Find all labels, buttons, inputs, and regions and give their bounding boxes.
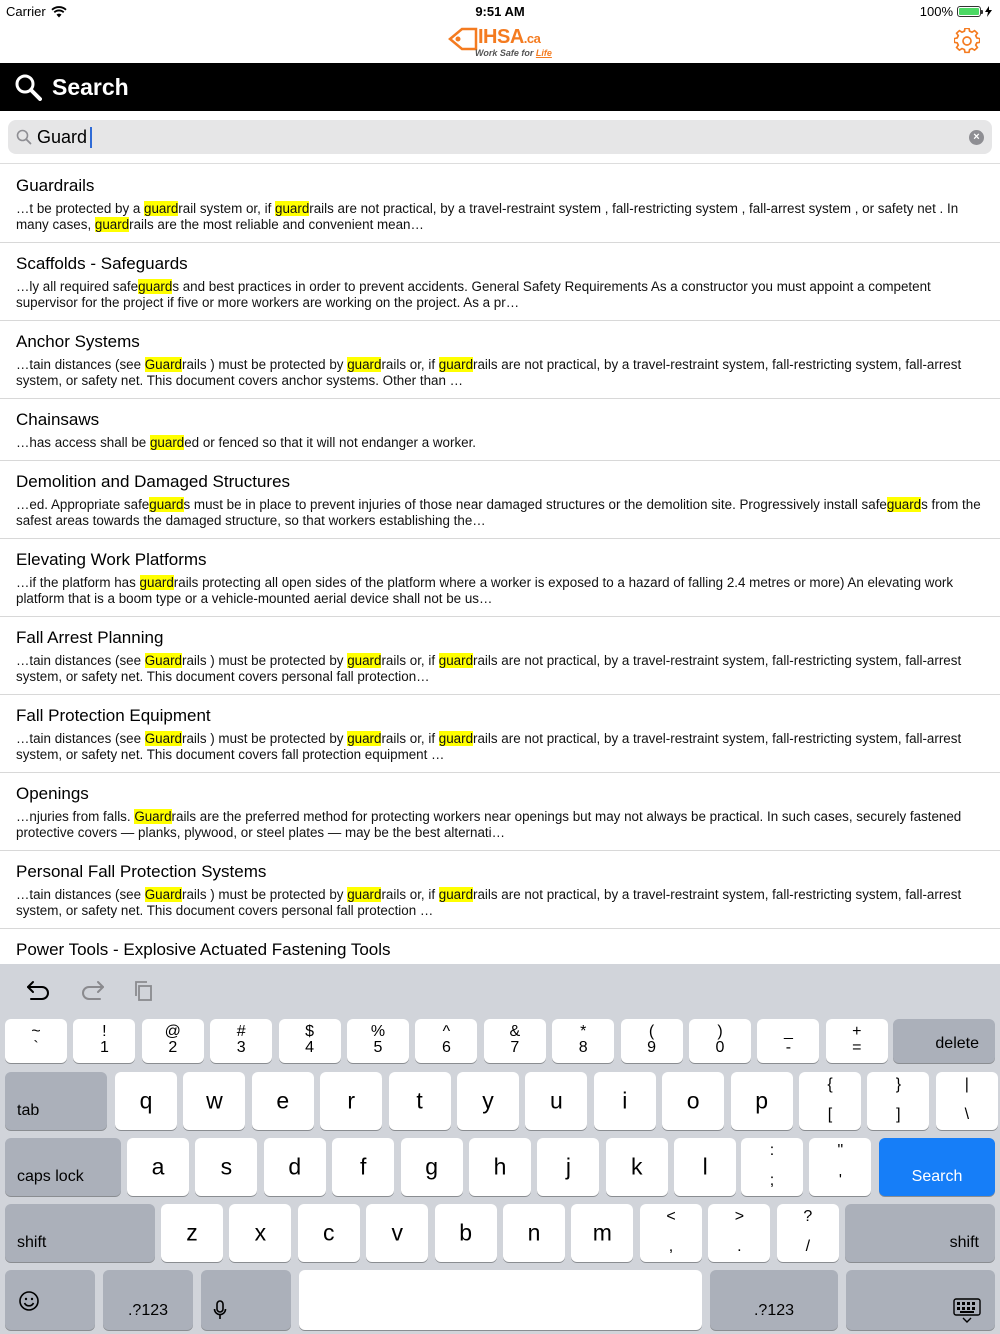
snippet-text: s and best practices in order to prevent accidents. General Safety Requirements As a constructor you must appoint a competent supervisor for the project if five or more workers are working on the project. As a pr…	[16, 279, 931, 310]
search-icon	[14, 73, 42, 101]
hide-keyboard-icon	[953, 1298, 981, 1324]
result-snippet	[16, 731, 984, 763]
key-label: h	[493, 1153, 507, 1180]
snippet-text: rails ) must be protected by	[181, 357, 348, 372]
result-snippet	[16, 201, 984, 233]
key-shift-char: ^	[442, 1023, 451, 1040]
key-8[interactable]	[552, 1019, 614, 1063]
key-char: -	[785, 1039, 792, 1056]
key-shift-char: (	[648, 1023, 655, 1040]
match-highlight: guard	[347, 357, 382, 372]
key-char: ;	[769, 1172, 775, 1189]
match-highlight: Guard	[144, 653, 182, 668]
match-highlight: guard	[138, 279, 173, 294]
key-char: \	[964, 1106, 970, 1123]
clock: 9:51 AM	[475, 4, 525, 19]
key-punct2-2[interactable]	[777, 1204, 839, 1262]
match-highlight: guard	[347, 731, 382, 746]
key-shift-char: *	[580, 1023, 587, 1040]
snippet-text: rail system or, if	[178, 201, 276, 216]
nav-bar	[0, 22, 1000, 63]
result-title: Anchor Systems	[16, 332, 140, 351]
hide-keyboard-key[interactable]	[846, 1270, 995, 1330]
key-shift-char: ~	[31, 1023, 41, 1040]
key-c[interactable]	[298, 1204, 360, 1262]
key-label: p	[755, 1087, 768, 1114]
key-sym-2[interactable]	[936, 1072, 998, 1130]
search-input[interactable]	[37, 122, 957, 152]
snippet-text: s from the safest areas towards the damaged structure, so that workers establishing the…	[16, 497, 981, 528]
result-snippet	[16, 357, 984, 389]
result-item[interactable]	[0, 461, 1000, 539]
key-label: Search	[911, 1168, 963, 1185]
key-char: /	[805, 1238, 811, 1255]
snippet-text: rails are not practical, by a travel-restraint system, fall-restricting system, fall-arrest system, or safety net. This document covers fall protection equipment …	[16, 731, 962, 762]
result-snippet	[16, 279, 984, 311]
result-snippet	[16, 887, 984, 919]
key-label: y	[482, 1087, 494, 1114]
key-g[interactable]	[401, 1138, 463, 1196]
result-item[interactable]	[0, 399, 1000, 461]
result-item[interactable]	[0, 851, 1000, 929]
key-label: j	[565, 1153, 571, 1180]
snippet-text: rails ) must be protected by	[181, 731, 348, 746]
result-title: Elevating Work Platforms	[16, 550, 207, 569]
match-highlight: guard	[144, 201, 179, 216]
key-char: 0	[715, 1039, 725, 1056]
key-o[interactable]	[662, 1072, 724, 1130]
key-4[interactable]	[279, 1019, 341, 1063]
snippet-text: rails are not practical, by a travel-restraint system, fall-restricting system, fall-arrest system, or safety net. This document covers personal fall protection…	[16, 653, 962, 684]
match-highlight: Guard	[144, 887, 182, 902]
key-shift-char: @	[164, 1023, 181, 1040]
keyboard-shortcut-bar	[0, 964, 1000, 1018]
key-label: u	[549, 1087, 563, 1114]
key-label: a	[151, 1153, 165, 1180]
result-snippet	[16, 435, 984, 451]
charging-icon	[985, 6, 992, 17]
key-label: w	[206, 1087, 223, 1114]
key-char: `	[33, 1039, 39, 1056]
key-x[interactable]	[229, 1204, 291, 1262]
key-shift-char: >	[734, 1208, 745, 1225]
key-shift-char: !	[102, 1023, 107, 1040]
key-char: 4	[305, 1039, 315, 1056]
undo-icon[interactable]	[25, 978, 53, 1004]
key-i[interactable]	[594, 1072, 656, 1130]
key-k[interactable]	[606, 1138, 668, 1196]
key-char: 9	[647, 1039, 657, 1056]
ihsa-logo-mark-icon	[448, 26, 478, 52]
key-char: 2	[168, 1039, 178, 1056]
key-shift-char: $	[305, 1023, 315, 1040]
search-header	[0, 63, 1000, 111]
key-label: v	[391, 1219, 403, 1246]
key-shift-char: %	[370, 1023, 386, 1040]
key-label: caps lock	[17, 1168, 84, 1185]
key-char: =	[852, 1039, 862, 1056]
search-results-list[interactable]	[0, 165, 1000, 964]
key-shift-char: <	[666, 1208, 676, 1225]
key-f[interactable]	[332, 1138, 394, 1196]
snippet-text: …tain distances (see	[16, 887, 145, 902]
key-label: s	[220, 1153, 233, 1180]
result-snippet	[16, 575, 984, 607]
key-label: n	[527, 1219, 541, 1246]
result-title: Power Tools - Explosive Actuated Fastening Tools	[16, 940, 391, 959]
right-shift-key[interactable]	[845, 1204, 995, 1262]
key-punct2-0[interactable]	[640, 1204, 702, 1262]
snippet-text: rails or, if	[381, 887, 439, 902]
key-label: d	[288, 1153, 302, 1180]
snippet-text: s must be in place to prevent injuries of those near damaged structures or the demolition site. Progressively install safe	[183, 497, 887, 512]
key-z[interactable]	[161, 1204, 223, 1262]
key-9[interactable]	[621, 1019, 683, 1063]
match-highlight: guard	[347, 887, 382, 902]
snippet-text: …tain distances (see	[16, 731, 145, 746]
snippet-text: …njuries from falls.	[16, 809, 135, 824]
battery-percent: 100%	[919, 4, 953, 19]
space-key[interactable]	[299, 1270, 702, 1330]
key-label: f	[359, 1153, 367, 1180]
snippet-text: rails are not practical, by a travel-restraint system, fall-restricting system, fall-arrest system, or safety net. This document covers personal fall protection …	[16, 887, 962, 918]
key-6[interactable]	[415, 1019, 477, 1063]
key-shift-char: ?	[803, 1208, 813, 1225]
key-y[interactable]	[457, 1072, 519, 1130]
key-shift-char: +	[852, 1023, 862, 1040]
key-char: ]	[896, 1106, 901, 1123]
snippet-text: …ly all required safe	[16, 279, 139, 294]
key-label: r	[347, 1087, 356, 1114]
snippet-text: rails or, if	[381, 731, 439, 746]
key-shift-char: #	[236, 1023, 246, 1040]
snippet-text: rails are the preferred method for protecting workers near openings but may not always be practical. In such cases, securely fastened protective covers — planks, plywood, or steel plates — may be the best alternati…	[16, 809, 962, 840]
key-label: tab	[17, 1102, 40, 1119]
snippet-text: rails or, if	[381, 357, 439, 372]
key-char: [	[827, 1106, 833, 1123]
key-label: .?123	[753, 1302, 795, 1319]
snippet-text: …tain distances (see	[16, 357, 145, 372]
result-title: Chainsaws	[16, 410, 100, 429]
key-shift-char: }	[895, 1076, 902, 1093]
key-2[interactable]	[142, 1019, 204, 1063]
key-label: k	[631, 1153, 643, 1180]
result-title: Guardrails	[16, 176, 95, 195]
key-w[interactable]	[183, 1072, 245, 1130]
microphone-icon	[213, 1300, 227, 1320]
key-label: shift	[17, 1234, 47, 1251]
match-highlight: Guard	[134, 809, 172, 824]
logo-text: IHSA.ca	[478, 26, 541, 48]
on-screen-keyboard	[0, 964, 1000, 1334]
match-highlight: guard	[139, 575, 174, 590]
search-field-container	[8, 120, 992, 154]
key-q[interactable]	[115, 1072, 177, 1130]
result-title: Fall Arrest Planning	[16, 628, 164, 647]
result-item[interactable]	[0, 929, 1000, 964]
key-label: b	[459, 1219, 472, 1246]
status-bar	[0, 0, 1000, 22]
key-shift-char: |	[964, 1076, 969, 1093]
snippet-text: …tain distances (see	[16, 653, 145, 668]
key-label: e	[276, 1087, 290, 1114]
result-item[interactable]	[0, 321, 1000, 399]
key-n[interactable]	[503, 1204, 565, 1262]
result-item[interactable]	[0, 539, 1000, 617]
key-punct2-1[interactable]	[708, 1204, 770, 1262]
key-5[interactable]	[347, 1019, 409, 1063]
key-char: 5	[373, 1039, 383, 1056]
key-e[interactable]	[252, 1072, 314, 1130]
key-char: 3	[236, 1039, 246, 1056]
match-highlight: guard	[886, 497, 922, 512]
match-highlight: guard	[149, 497, 184, 512]
key-a[interactable]	[127, 1138, 189, 1196]
search-key[interactable]	[879, 1138, 995, 1196]
key-char: .	[737, 1238, 742, 1255]
key-l[interactable]	[674, 1138, 736, 1196]
snippet-text: …t be protected by a	[16, 201, 145, 216]
key-shift-char: "	[837, 1142, 844, 1159]
dictation-key[interactable]	[201, 1270, 291, 1330]
key-label: .?123	[127, 1302, 169, 1319]
key-d[interactable]	[264, 1138, 326, 1196]
match-highlight: guard	[347, 653, 382, 668]
key-sym-1[interactable]	[867, 1072, 929, 1130]
ihsa-logo	[448, 24, 558, 60]
key-label: delete	[935, 1035, 979, 1052]
page-title: Search	[52, 74, 129, 100]
key-label: shift	[949, 1234, 979, 1251]
key-j[interactable]	[537, 1138, 599, 1196]
snippet-text: rails ) must be protected by	[181, 653, 348, 668]
key-punct-0[interactable]	[741, 1138, 803, 1196]
match-highlight: Guard	[144, 731, 182, 746]
delete-key[interactable]	[893, 1019, 995, 1063]
result-item[interactable]	[0, 695, 1000, 773]
key-label: i	[622, 1087, 628, 1114]
result-title: Scaffolds - Safeguards	[16, 254, 188, 273]
search-bar	[0, 111, 1000, 164]
match-highlight: guard	[438, 887, 474, 902]
search-field-icon	[16, 129, 32, 145]
key--[interactable]	[757, 1019, 819, 1063]
key-h[interactable]	[469, 1138, 531, 1196]
snippet-text: rails are the most reliable and convenient mean…	[129, 217, 424, 232]
key-label: m	[592, 1219, 612, 1246]
result-item[interactable]	[0, 243, 1000, 321]
key-char: '	[838, 1172, 842, 1189]
result-snippet	[16, 653, 984, 685]
paste-icon[interactable]	[131, 978, 159, 1004]
emoji-key[interactable]	[5, 1270, 95, 1330]
key-b[interactable]	[435, 1204, 497, 1262]
key-label: g	[425, 1153, 438, 1180]
key-m[interactable]	[571, 1204, 633, 1262]
result-title: Personal Fall Protection Systems	[16, 862, 267, 881]
match-highlight: guard	[438, 731, 474, 746]
tab-key[interactable]	[5, 1072, 107, 1130]
result-item[interactable]	[0, 773, 1000, 851]
key-label: x	[254, 1219, 267, 1246]
key-t[interactable]	[389, 1072, 451, 1130]
snippet-text: ed or fenced so that it will not endanger a worker.	[184, 435, 477, 450]
carrier-label: Carrier	[6, 4, 46, 19]
key-1[interactable]	[73, 1019, 135, 1063]
key-shift-char: {	[827, 1076, 833, 1093]
result-title: Demolition and Damaged Structures	[16, 472, 291, 491]
key-label: z	[186, 1219, 198, 1246]
key-r[interactable]	[320, 1072, 382, 1130]
key-`[interactable]	[5, 1019, 67, 1063]
key-label: l	[702, 1153, 708, 1180]
key-0[interactable]	[689, 1019, 751, 1063]
numbers-key-left[interactable]	[103, 1270, 193, 1330]
snippet-text: rails protecting all open sides of the platform where a worker is exposed to a hazard of falling 2.4 metres or more) An elevating work platform that is a boom type or a vehicle-mounted aerial device shall not be us…	[16, 575, 954, 606]
result-title: Openings	[16, 784, 89, 803]
key-sym-0[interactable]	[799, 1072, 861, 1130]
key-label: q	[139, 1087, 153, 1114]
key-char: ,	[668, 1238, 674, 1255]
key-p[interactable]	[731, 1072, 793, 1130]
key-label: c	[323, 1219, 335, 1246]
snippet-text: …ed. Appropriate safe	[16, 497, 150, 512]
snippet-text: rails are not practical, by a travel-restraint system , fall-restricting system , fall-arrest system , or safety net . In many cases,	[16, 201, 959, 232]
caps-lock-key[interactable]	[5, 1138, 121, 1196]
snippet-text: …has access shall be	[16, 435, 150, 450]
key-s[interactable]	[195, 1138, 257, 1196]
key-3[interactable]	[210, 1019, 272, 1063]
key-label: o	[686, 1087, 700, 1114]
snippet-text: rails ) must be protected by	[181, 887, 348, 902]
key-label: t	[416, 1087, 423, 1114]
text-caret	[90, 127, 92, 148]
left-shift-key[interactable]	[5, 1204, 155, 1262]
snippet-text: rails or, if	[381, 653, 439, 668]
battery-icon	[957, 6, 981, 17]
battery-status	[920, 4, 992, 19]
result-snippet	[16, 497, 984, 529]
key-punct-1[interactable]	[809, 1138, 871, 1196]
match-highlight: guard	[149, 435, 185, 450]
result-item[interactable]	[0, 165, 1000, 243]
key-char: 6	[441, 1039, 451, 1056]
key-shift-char: )	[717, 1023, 723, 1040]
key-shift-char: &	[509, 1023, 521, 1040]
key-=[interactable]	[826, 1019, 888, 1063]
clear-search-icon[interactable]: ×	[969, 130, 984, 145]
match-highlight: Guard	[144, 357, 182, 372]
match-highlight: guard	[438, 357, 474, 372]
result-snippet	[16, 809, 984, 841]
key-u[interactable]	[525, 1072, 587, 1130]
key-char: 8	[578, 1039, 588, 1056]
key-char: 1	[99, 1039, 109, 1056]
logo-tagline: Work Safe for Life	[475, 48, 552, 58]
snippet-text: …if the platform has	[16, 575, 140, 590]
settings-gear-icon[interactable]	[954, 28, 980, 54]
numbers-key-right[interactable]	[710, 1270, 838, 1330]
snippet-text: rails are not practical, by a travel-restraint system, fall-restricting system, fall-arrest system, or safety net. This document covers anchor systems. Other than …	[16, 357, 962, 388]
key-shift-char: _	[783, 1023, 793, 1040]
key-char: 7	[510, 1039, 520, 1056]
result-item[interactable]	[0, 617, 1000, 695]
match-highlight: guard	[275, 201, 310, 216]
match-highlight: guard	[94, 217, 130, 232]
match-highlight: guard	[438, 653, 474, 668]
key-v[interactable]	[366, 1204, 428, 1262]
emoji-icon	[18, 1290, 40, 1312]
key-shift-char: :	[769, 1142, 775, 1159]
key-7[interactable]	[484, 1019, 546, 1063]
redo-icon[interactable]	[78, 978, 106, 1004]
result-title: Fall Protection Equipment	[16, 706, 211, 725]
